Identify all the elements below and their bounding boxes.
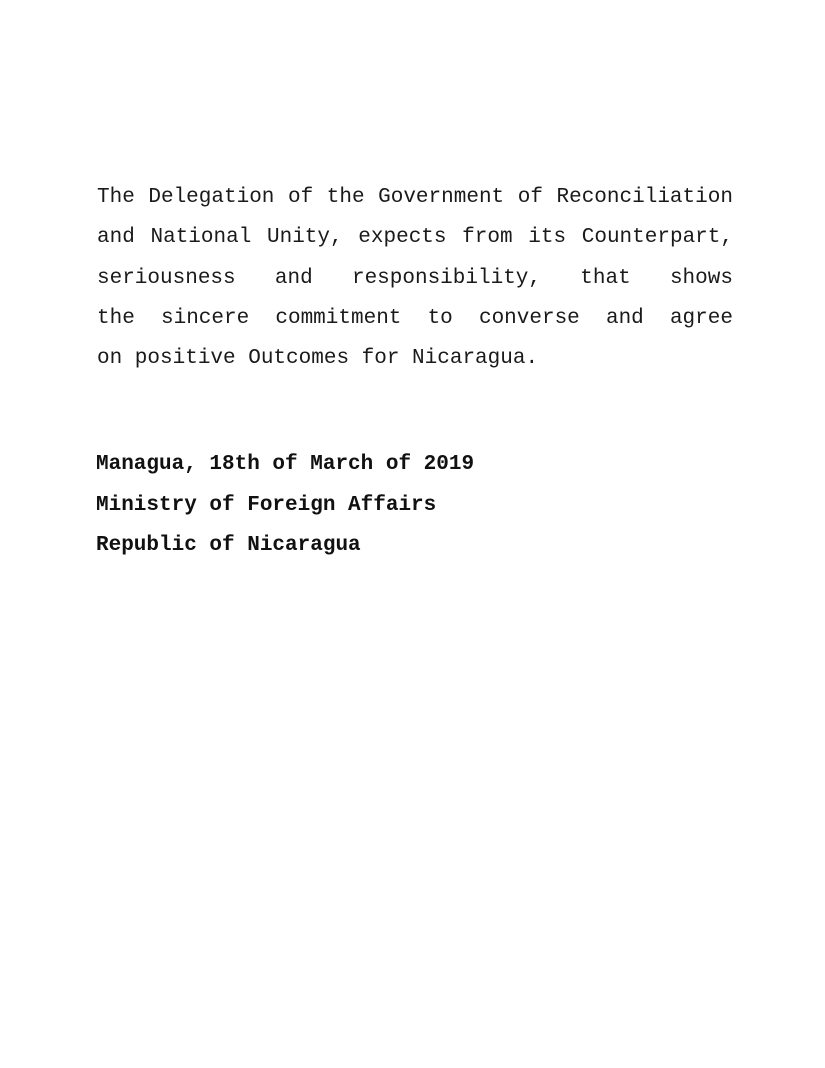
word: seriousness [97, 266, 236, 290]
word: commitment [275, 306, 402, 330]
word: the [326, 186, 365, 209]
word: the [97, 306, 135, 330]
word: of [517, 186, 543, 209]
paragraph-line-5: on positive Outcomes for Nicaragua. [97, 347, 539, 371]
word: responsibility, [351, 266, 541, 290]
signature-block [96, 445, 474, 567]
paragraph-line-4 [97, 299, 733, 339]
word: shows [669, 266, 733, 290]
word: sincere [160, 306, 250, 330]
paragraph-line-2 [97, 218, 733, 258]
word: of [287, 186, 314, 209]
paragraph-line-1 [97, 178, 733, 218]
word: and [97, 226, 135, 250]
country-line: Republic of Nicaragua [96, 534, 361, 558]
statement-paragraph [97, 178, 733, 379]
word: Counterpart, [581, 226, 733, 250]
word: National [150, 226, 252, 250]
word: Unity, [266, 226, 343, 250]
word: and [605, 306, 644, 330]
word: converse [478, 306, 580, 330]
word: Reconciliation [556, 186, 733, 209]
word: Delegation [148, 186, 275, 209]
word: from [462, 226, 513, 250]
place-date-line: Managua, 18th of March of 2019 [96, 453, 475, 476]
word: and [274, 266, 313, 290]
word: its [528, 226, 567, 250]
word: agree [669, 306, 733, 330]
word: expects [358, 226, 447, 250]
word: Government [378, 186, 505, 209]
word: to [427, 306, 453, 330]
paragraph-line-3 [97, 259, 733, 299]
ministry-line: Ministry of Foreign Affairs [96, 493, 437, 517]
word: The [97, 186, 135, 209]
word: that [580, 266, 631, 290]
